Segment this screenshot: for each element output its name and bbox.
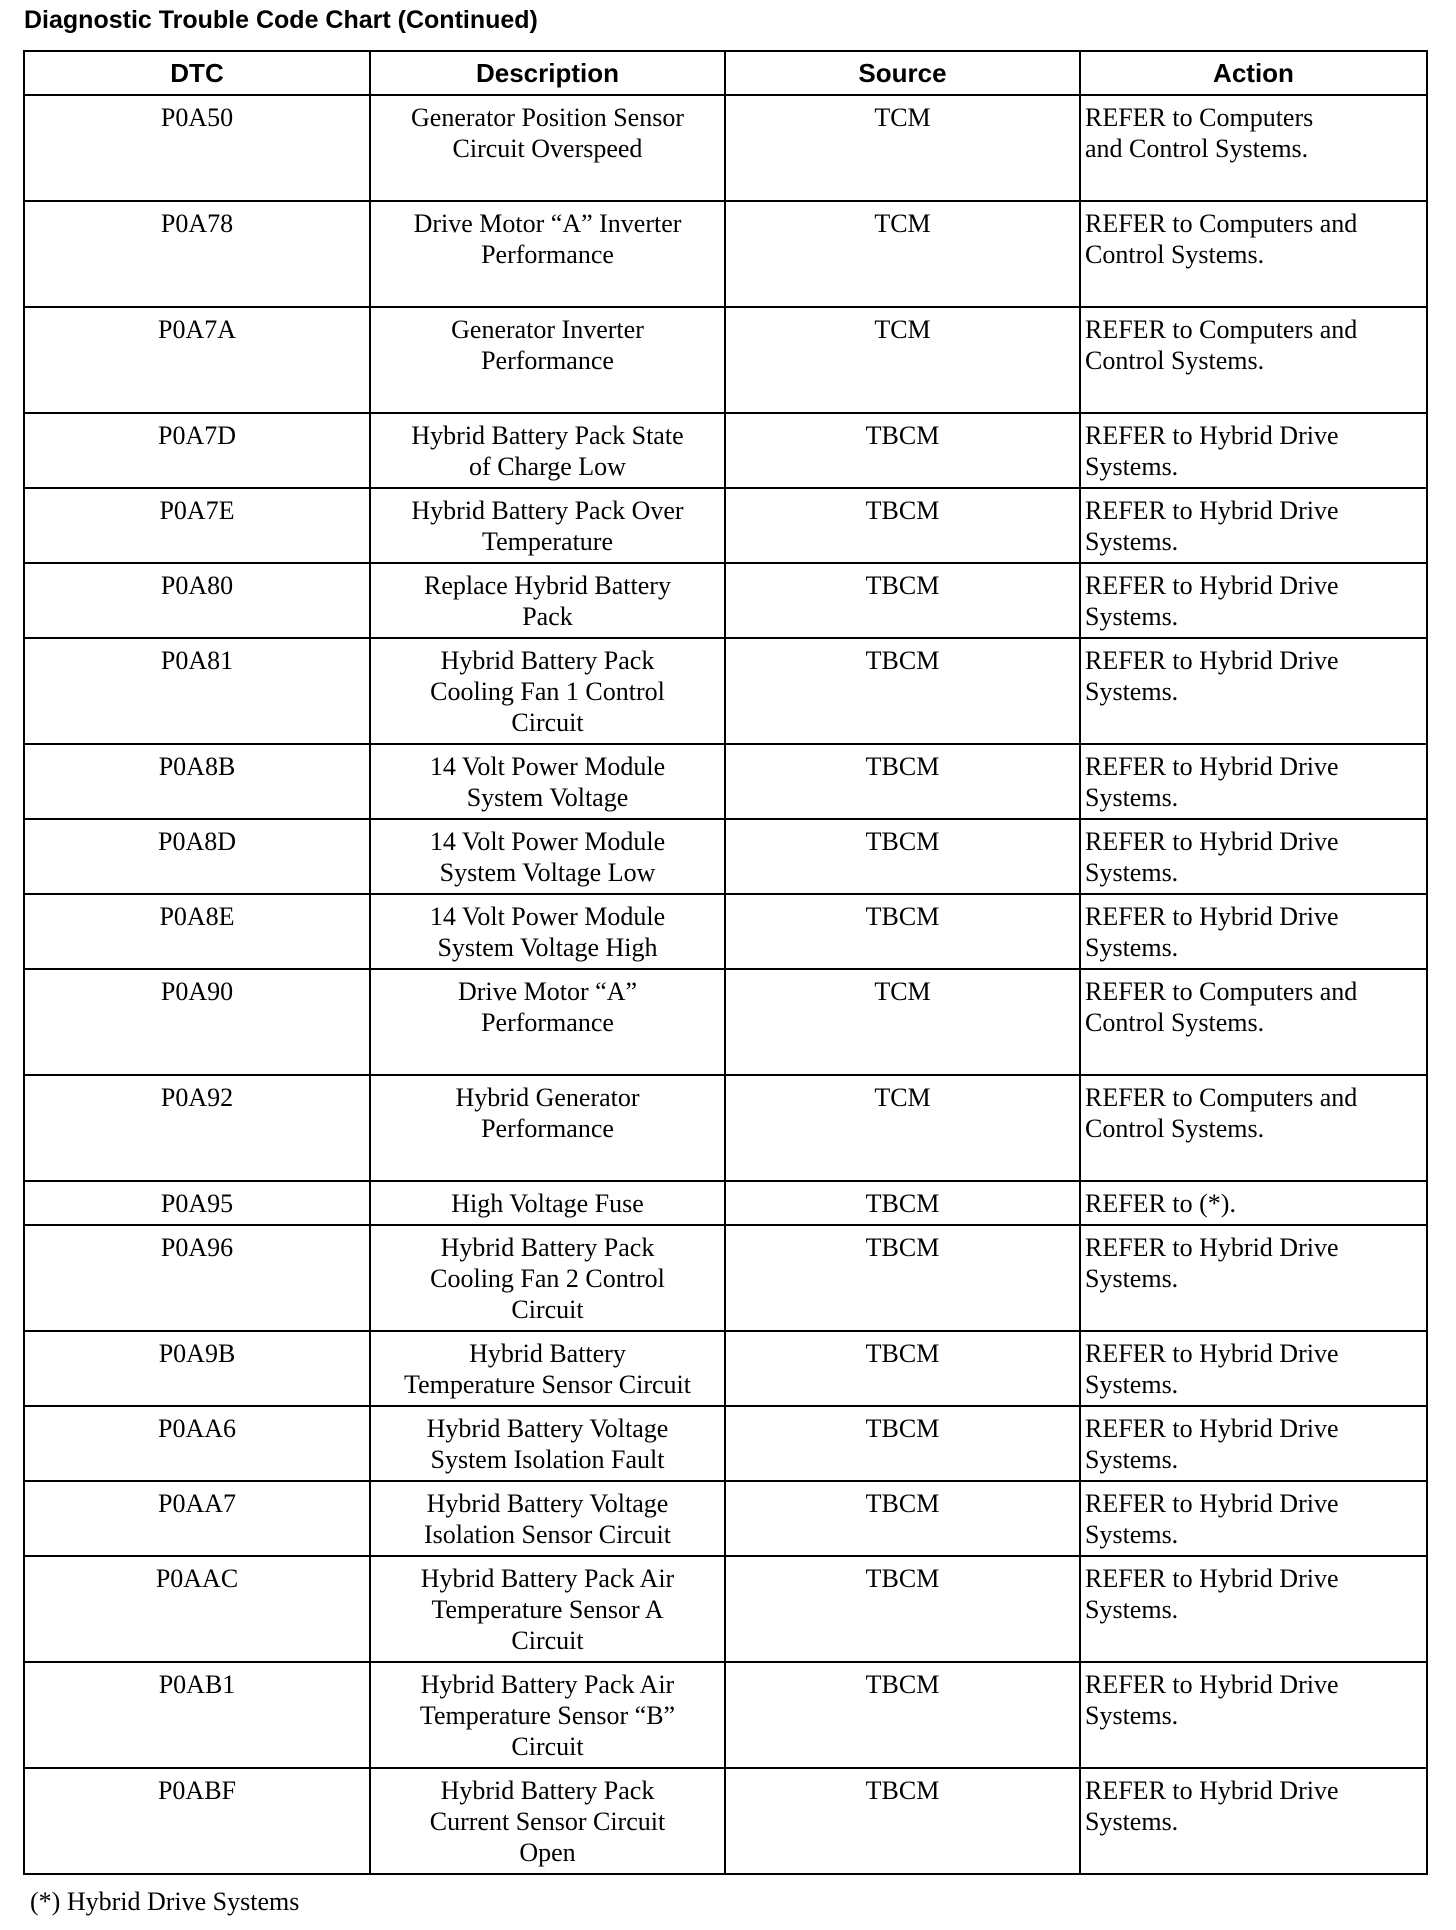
dtc-code-cell: P0A78	[24, 201, 370, 307]
dtc-code-cell: P0AB1	[24, 1662, 370, 1768]
column-header-dtc: DTC	[24, 51, 370, 95]
action-cell: REFER to Hybrid Drive Systems.	[1080, 1481, 1427, 1556]
source-cell: TBCM	[725, 1181, 1080, 1225]
source-cell: TBCM	[725, 894, 1080, 969]
dtc-code-cell: P0A96	[24, 1225, 370, 1331]
action-cell: REFER to Computers and Control Systems.	[1080, 95, 1427, 201]
description-cell: High Voltage Fuse	[370, 1181, 725, 1225]
dtc-code-cell: P0AA6	[24, 1406, 370, 1481]
description-cell: Hybrid Battery Pack Cooling Fan 1 Control Circuit	[370, 638, 725, 744]
source-cell: TCM	[725, 1075, 1080, 1181]
description-cell: Drive Motor “A” Inverter Performance	[370, 201, 725, 307]
footnote: (*) Hybrid Drive Systems	[30, 1887, 300, 1916]
dtc-code-cell: P0A92	[24, 1075, 370, 1181]
source-cell: TBCM	[725, 563, 1080, 638]
description-cell: Hybrid Battery Voltage Isolation Sensor Circuit	[370, 1481, 725, 1556]
description-cell: Hybrid Generator Performance	[370, 1075, 725, 1181]
column-header-action: Action	[1080, 51, 1427, 95]
dtc-code-cell: P0A80	[24, 563, 370, 638]
source-cell: TBCM	[725, 819, 1080, 894]
source-cell: TBCM	[725, 1481, 1080, 1556]
source-cell: TBCM	[725, 638, 1080, 744]
header-row	[24, 51, 1427, 95]
dtc-code-cell: P0A90	[24, 969, 370, 1075]
source-cell: TCM	[725, 969, 1080, 1075]
description-cell: Hybrid Battery Pack Air Temperature Sensor “B” Circuit	[370, 1662, 725, 1768]
dtc-code-cell: P0ABF	[24, 1768, 370, 1874]
action-cell: REFER to Hybrid Drive Systems.	[1080, 413, 1427, 488]
description-cell: Hybrid Battery Temperature Sensor Circuit	[370, 1331, 725, 1406]
source-cell: TBCM	[725, 744, 1080, 819]
description-cell: Hybrid Battery Pack Current Sensor Circuit Open	[370, 1768, 725, 1874]
dtc-code-cell: P0AA7	[24, 1481, 370, 1556]
description-cell: Hybrid Battery Pack Over Temperature	[370, 488, 725, 563]
table-row	[24, 1331, 1427, 1406]
dtc-code-cell: P0A8B	[24, 744, 370, 819]
source-cell: TCM	[725, 307, 1080, 413]
dtc-code-cell: P0AAC	[24, 1556, 370, 1662]
source-cell: TBCM	[725, 1556, 1080, 1662]
dtc-code-cell: P0A95	[24, 1181, 370, 1225]
action-cell: REFER to Hybrid Drive Systems.	[1080, 1768, 1427, 1874]
action-cell: REFER to Hybrid Drive Systems.	[1080, 488, 1427, 563]
table-row	[24, 1406, 1427, 1481]
description-cell: Generator Inverter Performance	[370, 307, 725, 413]
dtc-code-cell: P0A50	[24, 95, 370, 201]
action-cell: REFER to Hybrid Drive Systems.	[1080, 1331, 1427, 1406]
table-row	[24, 744, 1427, 819]
table-row	[24, 1768, 1427, 1874]
table-row	[24, 413, 1427, 488]
action-cell: REFER to Computers and Control Systems.	[1080, 307, 1427, 413]
action-cell: REFER to Computers and Control Systems.	[1080, 201, 1427, 307]
description-cell: 14 Volt Power Module System Voltage Low	[370, 819, 725, 894]
source-cell: TBCM	[725, 1768, 1080, 1874]
table-row	[24, 969, 1427, 1075]
source-cell: TBCM	[725, 1406, 1080, 1481]
description-cell: Replace Hybrid Battery Pack	[370, 563, 725, 638]
column-header-source: Source	[725, 51, 1080, 95]
table-row	[24, 894, 1427, 969]
action-cell: REFER to Hybrid Drive Systems.	[1080, 1662, 1427, 1768]
description-cell: 14 Volt Power Module System Voltage	[370, 744, 725, 819]
table-row	[24, 1481, 1427, 1556]
action-cell: REFER to Hybrid Drive Systems.	[1080, 638, 1427, 744]
description-cell: Hybrid Battery Pack Cooling Fan 2 Control Circuit	[370, 1225, 725, 1331]
table-row	[24, 488, 1427, 563]
table-row	[24, 563, 1427, 638]
action-cell: REFER to Hybrid Drive Systems.	[1080, 894, 1427, 969]
description-cell: Hybrid Battery Pack Air Temperature Sensor A Circuit	[370, 1556, 725, 1662]
action-cell: REFER to Hybrid Drive Systems.	[1080, 1556, 1427, 1662]
dtc-code-cell: P0A8E	[24, 894, 370, 969]
source-cell: TBCM	[725, 1331, 1080, 1406]
table-row	[24, 1662, 1427, 1768]
action-cell: REFER to Hybrid Drive Systems.	[1080, 1406, 1427, 1481]
source-cell: TCM	[725, 201, 1080, 307]
dtc-code-cell: P0A7E	[24, 488, 370, 563]
page-title: Diagnostic Trouble Code Chart (Continued)	[24, 6, 538, 34]
dtc-code-cell: P0A7D	[24, 413, 370, 488]
action-cell: REFER to Hybrid Drive Systems.	[1080, 1225, 1427, 1331]
description-cell: Hybrid Battery Pack State of Charge Low	[370, 413, 725, 488]
dtc-code-cell: P0A9B	[24, 1331, 370, 1406]
description-cell: Generator Position Sensor Circuit Overspeed	[370, 95, 725, 201]
table-row	[24, 638, 1427, 744]
source-cell: TBCM	[725, 1662, 1080, 1768]
description-cell: Hybrid Battery Voltage System Isolation Fault	[370, 1406, 725, 1481]
table-row	[24, 1556, 1427, 1662]
description-cell: Drive Motor “A” Performance	[370, 969, 725, 1075]
source-cell: TBCM	[725, 413, 1080, 488]
table-row	[24, 1181, 1427, 1225]
table-row	[24, 95, 1427, 201]
table-row	[24, 819, 1427, 894]
dtc-code-cell: P0A81	[24, 638, 370, 744]
action-cell: REFER to (*).	[1080, 1181, 1427, 1225]
action-cell: REFER to Hybrid Drive Systems.	[1080, 744, 1427, 819]
source-cell: TCM	[725, 95, 1080, 201]
dtc-code-cell: P0A7A	[24, 307, 370, 413]
table-row	[24, 307, 1427, 413]
table-row	[24, 1225, 1427, 1331]
action-cell: REFER to Hybrid Drive Systems.	[1080, 819, 1427, 894]
dtc-table	[23, 50, 1428, 1875]
action-cell: REFER to Computers and Control Systems.	[1080, 1075, 1427, 1181]
description-cell: 14 Volt Power Module System Voltage High	[370, 894, 725, 969]
table-row	[24, 1075, 1427, 1181]
action-cell: REFER to Computers and Control Systems.	[1080, 969, 1427, 1075]
source-cell: TBCM	[725, 1225, 1080, 1331]
action-cell: REFER to Hybrid Drive Systems.	[1080, 563, 1427, 638]
dtc-code-cell: P0A8D	[24, 819, 370, 894]
table-row	[24, 201, 1427, 307]
column-header-description: Description	[370, 51, 725, 95]
source-cell: TBCM	[725, 488, 1080, 563]
